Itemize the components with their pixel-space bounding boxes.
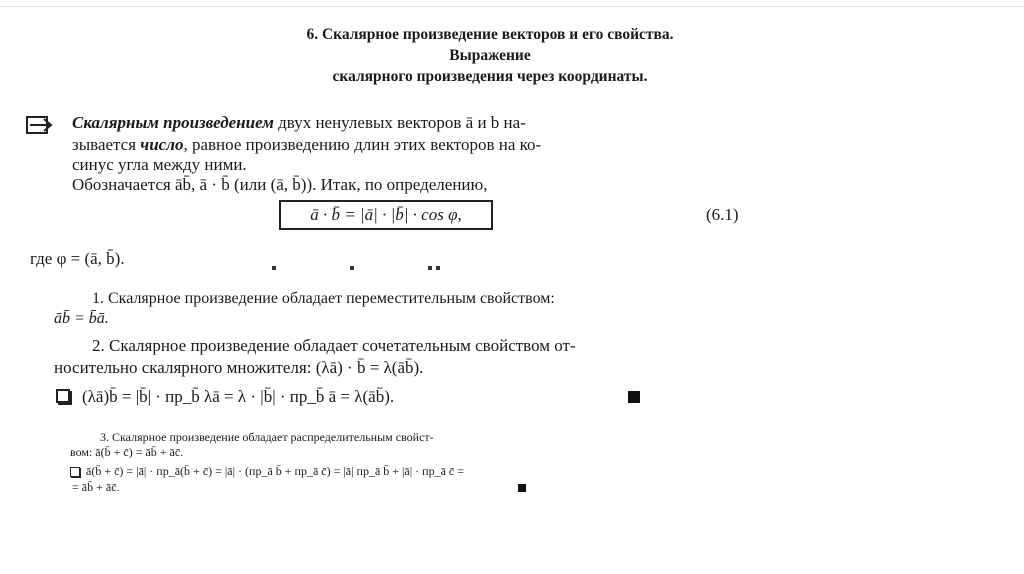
definition-line-3: синус угла между ними. — [72, 155, 247, 174]
word-number: число — [140, 135, 184, 154]
artifact-dot — [350, 266, 354, 270]
property-1-formula: āb̄ = b̄ā. — [54, 310, 109, 327]
property-3-line-1: 3. Скалярное произведение обладает распределительным свойст- — [100, 430, 434, 444]
proof-end-icon — [628, 391, 640, 403]
artifact-dot — [436, 266, 440, 270]
definition-line-2-start: зывается — [72, 135, 141, 154]
property-3-proof-line-1: ā(b̄ + c̄) = |ā| · пр_ā(b̄ + c̄) = |ā| · (пр_ā b̄ + пр_ā c̄) = |ā| пр_ā b̄ + |ā| · пр_ā c̄ = — [86, 464, 464, 478]
proof-start-icon — [56, 389, 70, 403]
top-border — [0, 6, 1024, 7]
property-2-proof: (λā)b̄ = |b̄| · пр_b̄ λā = λ · |b̄| · пр_b̄ ā = λ(āb̄). — [82, 387, 395, 406]
definition-term: Скалярным произведением — [72, 113, 274, 132]
definition-arrow-icon — [26, 114, 54, 136]
property-2-line-2: носительно скалярного множителя: (λā) · b̄ = λ(āb̄). — [54, 358, 424, 377]
property-3-proof-line-2: = āb̄ + āc̄. — [72, 480, 120, 494]
equation-number: (6.1) — [706, 205, 739, 224]
property-3-line-2: вом: ā(b̄ + c̄) = āb̄ + āc̄. — [70, 445, 184, 459]
property-3-block — [66, 426, 564, 498]
property-1-text: 1. Скалярное произведение обладает переместительным свойством: — [92, 290, 555, 307]
property-2-line-1: 2. Скалярное произведение обладает сочетательным свойством от- — [92, 336, 576, 355]
definition-line-2-rest: , равное произведению длин этих векторов на ко- — [183, 135, 542, 154]
title-line-2: Выражение — [449, 47, 531, 64]
formula-box: ā · b̄ = |ā| · |b̄| · cos φ, — [279, 200, 493, 230]
title-line-3: скалярного произведения через координаты. — [332, 68, 648, 85]
definition-line-1 — [72, 112, 526, 133]
artifact-dot — [428, 266, 432, 270]
proof-start-icon-small — [70, 467, 80, 477]
proof-end-icon-small — [518, 484, 526, 492]
title-line-1: 6. Скалярное произведение векторов и его свойства. — [306, 26, 674, 43]
definition-line-1-rest: двух ненулевых векторов ā и b на- — [273, 113, 526, 132]
definition-line-2 — [72, 134, 541, 155]
definition-line-4: Обозначается āb̄, ā · b̄ (или (ā, b̄)). Итак, по определению, — [72, 175, 488, 194]
artifact-dot — [272, 266, 276, 270]
slide-title — [200, 24, 780, 87]
where-line: где φ = (ā, b̄). — [30, 249, 125, 268]
